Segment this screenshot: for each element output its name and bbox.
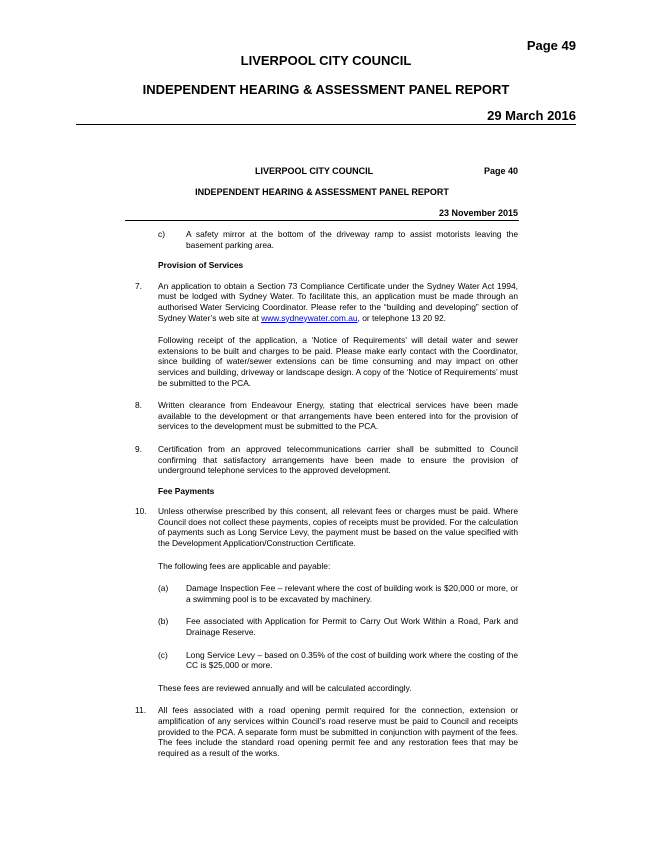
condition-8 bbox=[135, 400, 518, 432]
condition-number: 8. bbox=[135, 400, 142, 411]
condition-number: 9. bbox=[135, 443, 142, 454]
inner-report-title: INDEPENDENT HEARING & ASSESSMENT PANEL REPORT bbox=[195, 187, 449, 197]
fee-item-c bbox=[158, 649, 518, 671]
inner-report-date: 23 November 2015 bbox=[438, 208, 518, 218]
item-text: Long Service Levy – based on 0.35% of the cost of building work where the costing of the CC is $25,000 or more. bbox=[186, 649, 518, 671]
item-label: (c) bbox=[158, 649, 168, 660]
inner-council-title: LIVERPOOL CITY COUNCIL bbox=[255, 166, 374, 176]
heading-provision-of-services: Provision of Services bbox=[158, 260, 244, 271]
item-text: Damage Inspection Fee – relevant where the cost of building work is $20,000 or more, or a swimming pool is to be excavated by machinery. bbox=[186, 583, 518, 604]
condition-7 bbox=[135, 280, 518, 323]
condition-10 bbox=[135, 506, 518, 549]
document-body bbox=[0, 229, 652, 758]
condition-text: An application to obtain a Section 73 Compliance Certificate under the Sydney Water Act 1994, must be lodged with Sydney Water. To facilitate this, an application must be made through an authorised Water Servicing Coordinator. Please refer to the “building and developing” section of Sydney Water’s web site at bbox=[158, 280, 518, 323]
outer-header-divider bbox=[76, 124, 576, 125]
sydney-water-link[interactable]: www.sydneywater.com.au bbox=[261, 312, 358, 323]
condition-9 bbox=[135, 443, 518, 476]
condition-item-c bbox=[158, 229, 518, 250]
outer-report-date: 29 March 2016 bbox=[487, 108, 576, 123]
condition-text-end: , or telephone 13 20 92. bbox=[357, 312, 447, 323]
condition-text: Certification from an approved telecommunications carrier shall be submitted to Council confirming that satisfactory arrangements have been made to ensure the provision of underground telephone services to the approved development. bbox=[158, 443, 518, 476]
condition-number: 11. bbox=[135, 705, 147, 716]
fees-intro: The following fees are applicable and payable: bbox=[158, 560, 331, 571]
item-label: (b) bbox=[158, 616, 169, 627]
outer-council-title: LIVERPOOL CITY COUNCIL bbox=[240, 53, 412, 68]
fees-review-note: These fees are reviewed annually and will be calculated accordingly. bbox=[158, 682, 412, 693]
item-text: Fee associated with Application for Permit to Carry Out Work Within a Road, Park and Drainage Reserve. bbox=[186, 616, 518, 638]
heading-fee-payments: Fee Payments bbox=[158, 485, 215, 496]
inner-header-divider bbox=[125, 220, 519, 221]
condition-7-paragraph-2: Following receipt of the application, a ‘Notice of Requirements’ will detail water and sewer extensions to be built and charges to be paid. Please make early contact with the Coordinator, since building of water/sewer extensions can be time consuming and may impact on other services and building, driveway or landscape design. A copy of the ‘Notice of Requirements’ must be submitted to the PCA. bbox=[158, 335, 518, 388]
fee-item-a bbox=[158, 583, 518, 604]
fee-item-b bbox=[158, 616, 518, 638]
condition-number: 10. bbox=[135, 506, 147, 517]
item-label: c) bbox=[158, 229, 165, 239]
condition-text: Written clearance from Endeavour Energy, stating that electrical services have been made available to the development or that arrangements have been entered into for the provision of services to the development must be submitted to the PCA. bbox=[158, 400, 518, 432]
outer-report-title: INDEPENDENT HEARING & ASSESSMENT PANEL REPORT bbox=[142, 82, 510, 97]
outer-page-number: Page 49 bbox=[526, 38, 576, 53]
condition-text: All fees associated with a road opening permit required for the connection, extension or amplification of any services within Council’s road reserve must be paid to Council and receipts provided to the PCA. A separate form must be submitted in conjunction with payment of the fees. The fees include the standard road opening permit fee and any restoration fees that may be required as a result of the works. bbox=[158, 705, 518, 758]
item-label: (a) bbox=[158, 583, 169, 594]
condition-11 bbox=[135, 705, 518, 758]
condition-text: Unless otherwise prescribed by this consent, all relevant fees or charges must be paid. Where Council does not collect these payments, copies of receipts must be provided. For the calculation of payments such as Long Service Levy, the payment must be based on the value specified with the Development Application/Construction Certificate. bbox=[158, 506, 518, 549]
item-text: A safety mirror at the bottom of the driveway ramp to assist motorists leaving the basement parking area. bbox=[186, 229, 518, 250]
condition-number: 7. bbox=[135, 280, 142, 291]
inner-page-number: Page 40 bbox=[483, 166, 518, 176]
